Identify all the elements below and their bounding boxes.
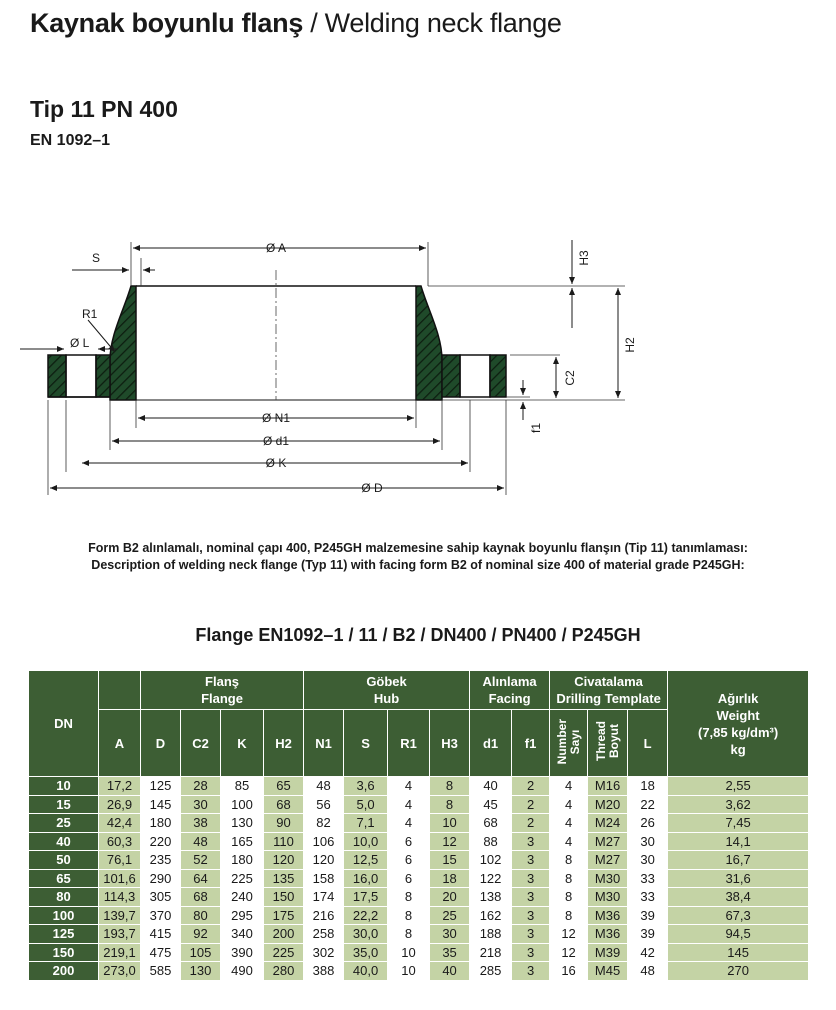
table-cell: M20 [588, 795, 628, 814]
table-cell: 8 [430, 795, 470, 814]
table-cell: 28 [181, 777, 221, 796]
table-cell: 388 [304, 962, 344, 981]
table-cell: 88 [470, 832, 512, 851]
table-cell: 48 [304, 777, 344, 796]
table-cell: 82 [304, 814, 344, 833]
table-cell: 193,7 [99, 925, 141, 944]
col-f1: f1 [512, 710, 550, 777]
table-cell: 3,6 [344, 777, 388, 796]
table-cell: 42 [628, 943, 668, 962]
table-cell: 145 [141, 795, 181, 814]
table-cell: 225 [264, 943, 304, 962]
table-cell: M30 [588, 869, 628, 888]
table-cell: 4 [550, 814, 588, 833]
table-cell: 16,7 [668, 851, 809, 870]
table-row [29, 869, 809, 888]
table-cell: 30,0 [344, 925, 388, 944]
table-cell: 52 [181, 851, 221, 870]
table-cell: 30 [430, 925, 470, 944]
table-cell: 39 [628, 906, 668, 925]
table-cell: 17,5 [344, 888, 388, 907]
table-cell: 8 [550, 906, 588, 925]
table-row [29, 795, 809, 814]
table-row [29, 943, 809, 962]
table-row [29, 925, 809, 944]
table-cell: 30 [181, 795, 221, 814]
table-cell: 240 [221, 888, 264, 907]
col-thread: Thread Boyut [588, 710, 628, 777]
table-cell: 22 [628, 795, 668, 814]
table-cell: 17,2 [99, 777, 141, 796]
table-cell: 145 [668, 943, 809, 962]
table-row [29, 888, 809, 907]
table-cell: 4 [388, 777, 430, 796]
table-cell: 285 [470, 962, 512, 981]
table-cell: 15 [430, 851, 470, 870]
table-cell: M24 [588, 814, 628, 833]
table-cell: 8 [550, 888, 588, 907]
title-tr: Kaynak boyunlu flanş [30, 8, 304, 38]
table-cell: 180 [141, 814, 181, 833]
cell-dn: 150 [29, 943, 99, 962]
table-cell: 8 [550, 851, 588, 870]
table-cell: 2 [512, 795, 550, 814]
flange-drawing [0, 210, 836, 500]
standard-line: EN 1092–1 [30, 132, 111, 149]
table-cell: 8 [430, 777, 470, 796]
table-cell: 175 [264, 906, 304, 925]
table-cell: 270 [668, 962, 809, 981]
table-cell: 18 [628, 777, 668, 796]
label-S: S [92, 251, 101, 265]
table-row [29, 777, 809, 796]
col-D: D [141, 710, 181, 777]
table-cell: 114,3 [99, 888, 141, 907]
table-cell: 8 [388, 906, 430, 925]
header-flange: Flanş Flange [141, 671, 304, 710]
table-cell: 16,0 [344, 869, 388, 888]
table-cell: 3 [512, 925, 550, 944]
table-cell: 130 [221, 814, 264, 833]
header-hub: Göbek Hub [304, 671, 470, 710]
table-cell: 100 [221, 795, 264, 814]
table-cell: 10 [388, 943, 430, 962]
col-N1: N1 [304, 710, 344, 777]
table-cell: 14,1 [668, 832, 809, 851]
label-C2: C2 [563, 370, 577, 386]
table-cell: 258 [304, 925, 344, 944]
table-cell: 67,3 [668, 906, 809, 925]
table-cell: 120 [264, 851, 304, 870]
table-cell: 3 [512, 869, 550, 888]
table-cell: 218 [470, 943, 512, 962]
table-cell: 120 [304, 851, 344, 870]
table-cell: 12 [430, 832, 470, 851]
table-cell: 20 [430, 888, 470, 907]
table-cell: 10 [430, 814, 470, 833]
table-cell: 105 [181, 943, 221, 962]
table-cell: 273,0 [99, 962, 141, 981]
table-cell: 33 [628, 888, 668, 907]
table-cell: 39 [628, 925, 668, 944]
table-cell: 25 [430, 906, 470, 925]
table-cell: 45 [470, 795, 512, 814]
col-S: S [344, 710, 388, 777]
header-drilling: Civatalama Drilling Template [550, 671, 668, 710]
col-A: A [99, 710, 141, 777]
table-cell: 22,2 [344, 906, 388, 925]
page-title [30, 8, 562, 39]
table-cell: 4 [388, 795, 430, 814]
table-cell: 8 [388, 925, 430, 944]
col-C2: C2 [181, 710, 221, 777]
table-cell: 2 [512, 814, 550, 833]
table-cell: 6 [388, 832, 430, 851]
type-line: Tip 11 PN 400 [30, 96, 178, 122]
table-cell: 94,5 [668, 925, 809, 944]
label-D: Ø D [361, 481, 383, 495]
table-cell: 30 [628, 832, 668, 851]
table-cell: 4 [550, 795, 588, 814]
table-row [29, 962, 809, 981]
table-row [29, 851, 809, 870]
table-cell: 40 [470, 777, 512, 796]
table-cell: 68 [181, 888, 221, 907]
table-cell: 65 [264, 777, 304, 796]
table-cell: 7,45 [668, 814, 809, 833]
table-cell: 60,3 [99, 832, 141, 851]
table-cell: 280 [264, 962, 304, 981]
cell-dn: 40 [29, 832, 99, 851]
table-cell: 26 [628, 814, 668, 833]
table-cell: 35,0 [344, 943, 388, 962]
table-cell: 295 [221, 906, 264, 925]
table-cell: 110 [264, 832, 304, 851]
table-cell: 6 [388, 869, 430, 888]
table-cell: 130 [181, 962, 221, 981]
description-en: Description of welding neck flange (Typ 11) with facing form B2 of nominal size 400 of material grade P245GH: [91, 558, 745, 572]
table-cell: 12 [550, 925, 588, 944]
col-number: Number Sayı [550, 710, 588, 777]
col-H2: H2 [264, 710, 304, 777]
table-cell: 16 [550, 962, 588, 981]
table-cell: M27 [588, 851, 628, 870]
table-cell: 48 [628, 962, 668, 981]
table-cell: 302 [304, 943, 344, 962]
table-row [29, 832, 809, 851]
cell-dn: 125 [29, 925, 99, 944]
label-H3: H3 [577, 250, 591, 266]
table-cell: 2,55 [668, 777, 809, 796]
header-weight: Ağırlık Weight (7,85 kg/dm³) kg [668, 671, 809, 777]
col-K: K [221, 710, 264, 777]
left-section [48, 286, 136, 400]
table-cell: 80 [181, 906, 221, 925]
table-cell: 68 [470, 814, 512, 833]
table-cell: 10,0 [344, 832, 388, 851]
table-cell: M30 [588, 888, 628, 907]
table-cell: 340 [221, 925, 264, 944]
table-cell: 101,6 [99, 869, 141, 888]
label-N1: Ø N1 [261, 411, 291, 425]
table-cell: M36 [588, 925, 628, 944]
table-cell: M45 [588, 962, 628, 981]
cell-dn: 100 [29, 906, 99, 925]
table-cell: 585 [141, 962, 181, 981]
description-tr: Form B2 alınlamalı, nominal çapı 400, P245GH malzemesine sahip kaynak boyunlu flanşın (Tip 11) tanımlaması: [88, 541, 748, 555]
table-cell: 8 [550, 869, 588, 888]
table-cell: 90 [264, 814, 304, 833]
label-K: Ø K [265, 456, 287, 470]
table-cell: 85 [221, 777, 264, 796]
cell-dn: 15 [29, 795, 99, 814]
table-cell: 35 [430, 943, 470, 962]
right-section [416, 286, 506, 400]
table-cell: 18 [430, 869, 470, 888]
table-cell: 12 [550, 943, 588, 962]
table-cell: 40,0 [344, 962, 388, 981]
table-cell: 150 [264, 888, 304, 907]
cell-dn: 50 [29, 851, 99, 870]
table-cell: 102 [470, 851, 512, 870]
cell-dn: 200 [29, 962, 99, 981]
table-cell: 3 [512, 851, 550, 870]
table-cell: 235 [141, 851, 181, 870]
table-cell: 225 [221, 869, 264, 888]
table-cell: 5,0 [344, 795, 388, 814]
table-cell: 6 [388, 851, 430, 870]
table-cell: 4 [388, 814, 430, 833]
col-L: L [628, 710, 668, 777]
table-cell: 188 [470, 925, 512, 944]
table-row [29, 906, 809, 925]
table-cell: 305 [141, 888, 181, 907]
table-cell: M27 [588, 832, 628, 851]
table-body [29, 777, 809, 981]
table-cell: M39 [588, 943, 628, 962]
table-cell: 158 [304, 869, 344, 888]
table-cell: 3 [512, 832, 550, 851]
title-sep: / [303, 8, 325, 38]
table-cell: 3 [512, 888, 550, 907]
table-cell: 122 [470, 869, 512, 888]
table-cell: M36 [588, 906, 628, 925]
table-cell: 135 [264, 869, 304, 888]
cell-dn: 25 [29, 814, 99, 833]
table-cell: 64 [181, 869, 221, 888]
table-cell: 68 [264, 795, 304, 814]
table-cell: 162 [470, 906, 512, 925]
table-cell: 174 [304, 888, 344, 907]
col-R1: R1 [388, 710, 430, 777]
table-cell: 490 [221, 962, 264, 981]
cell-dn: 80 [29, 888, 99, 907]
table-cell: 219,1 [99, 943, 141, 962]
table-cell: 4 [550, 832, 588, 851]
table-cell: 4 [550, 777, 588, 796]
table-cell: 3,62 [668, 795, 809, 814]
title-en: Welding neck flange [324, 8, 562, 38]
label-R1: R1 [82, 307, 98, 321]
col-H3: H3 [430, 710, 470, 777]
label-L: Ø L [70, 336, 90, 350]
table-cell: 10 [388, 962, 430, 981]
table-cell: 180 [221, 851, 264, 870]
table-cell: 216 [304, 906, 344, 925]
table-cell: 3 [512, 943, 550, 962]
table-cell: 125 [141, 777, 181, 796]
table-cell: 42,4 [99, 814, 141, 833]
table-cell: 40 [430, 962, 470, 981]
table-cell: 475 [141, 943, 181, 962]
table-cell: 138 [470, 888, 512, 907]
table-cell: 139,7 [99, 906, 141, 925]
table-cell: 2 [512, 777, 550, 796]
table-cell: 38,4 [668, 888, 809, 907]
table-cell: 8 [388, 888, 430, 907]
cell-dn: 10 [29, 777, 99, 796]
table-title: Flange EN1092–1 / 11 / B2 / DN400 / PN400 / P245GH [195, 625, 641, 645]
label-d1: Ø d1 [262, 434, 290, 448]
table-cell: M16 [588, 777, 628, 796]
table-cell: 7,1 [344, 814, 388, 833]
spec-table [28, 670, 809, 981]
table-cell: 106 [304, 832, 344, 851]
header-facing: Alınlama Facing [470, 671, 550, 710]
table-cell: 76,1 [99, 851, 141, 870]
table-cell: 370 [141, 906, 181, 925]
label-f1: f1 [529, 422, 543, 434]
table-cell: 3 [512, 962, 550, 981]
label-H2: H2 [623, 337, 637, 353]
table-cell: 415 [141, 925, 181, 944]
table-cell: 56 [304, 795, 344, 814]
col-d1: d1 [470, 710, 512, 777]
cell-dn: 65 [29, 869, 99, 888]
table-cell: 165 [221, 832, 264, 851]
table-cell: 38 [181, 814, 221, 833]
table-cell: 31,6 [668, 869, 809, 888]
table-cell: 26,9 [99, 795, 141, 814]
table-cell: 48 [181, 832, 221, 851]
table-cell: 390 [221, 943, 264, 962]
table-cell: 30 [628, 851, 668, 870]
table-cell: 220 [141, 832, 181, 851]
table-cell: 92 [181, 925, 221, 944]
table-cell: 12,5 [344, 851, 388, 870]
table-cell: 3 [512, 906, 550, 925]
header-dn: DN [29, 671, 99, 777]
table-cell: 200 [264, 925, 304, 944]
label-A: Ø A [265, 241, 287, 255]
table-cell: 290 [141, 869, 181, 888]
table-row [29, 814, 809, 833]
table-cell: 33 [628, 869, 668, 888]
